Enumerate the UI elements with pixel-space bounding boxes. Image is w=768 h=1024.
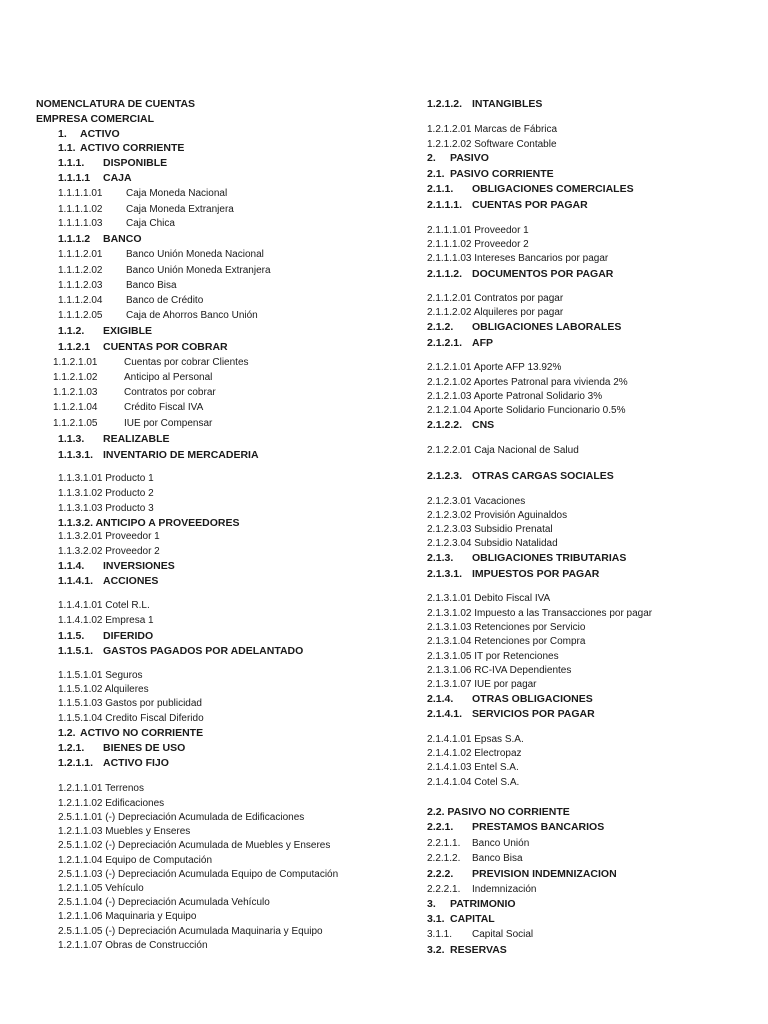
right-account-line [427,496,525,508]
right-account-line [427,293,563,305]
account-text: 1.1.5.1.01 Seguros [58,670,143,681]
right-account-line [427,913,495,925]
account-code: 2.1.3.1. [427,568,463,580]
right-account-line [427,708,595,720]
account-code: 1.1.4. [58,560,85,572]
right-account-line [427,568,599,580]
right-account-line [427,538,558,550]
right-account-line [427,239,529,251]
account-name: EXIGIBLE [103,325,153,337]
account-name: DOCUMENTOS POR PAGAR [472,268,614,280]
right-account-line [427,868,617,880]
account-text: 2.2. PASIVO NO CORRIENTE [427,806,570,818]
account-code: 3. [427,898,436,910]
account-name: Crédito Fiscal IVA [124,402,204,413]
account-name: Banco de Crédito [126,295,204,306]
account-text: 1.1.4.1.01 Cotel R.L. [58,600,150,611]
account-name: Cuentas por cobrar Clientes [124,357,249,368]
account-code: 3.1. [427,913,445,925]
account-code: 1.1.4.1. [58,575,94,587]
account-text: 1.2.1.2.01 Marcas de Fábrica [427,124,558,135]
account-name: INTANGIBLES [472,98,543,110]
account-code: 2.1.2.3. [427,470,463,482]
account-text: 2.1.1.1.02 Proveedor 2 [427,239,529,250]
account-text: 2.5.1.1.03 (-) Depreciación Acumulada Equipo de Computación [58,869,339,880]
right-account-line [427,762,519,774]
account-name: INVERSIONES [103,560,175,572]
right-account-line [427,268,613,280]
account-text: 2.1.2.3.03 Subsidio Prenatal [427,524,553,535]
account-name: BIENES DE USO [103,742,186,754]
account-text: 2.1.2.3.04 Subsidio Natalidad [427,538,558,549]
account-code: 2.2.2.1. [427,884,461,895]
right-account-line [427,524,553,536]
account-code: 1.1.1.2.02 [58,265,103,276]
right-account-line [427,929,533,941]
account-code: 1.1.2.1.03 [53,387,98,398]
account-text: NOMENCLATURA DE CUENTAS [36,98,196,110]
account-code: 1.2.1.2. [427,98,463,110]
right-account-line [427,651,559,663]
account-name: Capital Social [472,929,534,940]
account-text: 1.1.3.2.01 Proveedor 1 [58,531,160,542]
account-name: CUENTAS POR COBRAR [103,341,228,353]
right-account-line [427,510,567,522]
account-code: 1.2.1.1. [58,757,94,769]
right-account-line [427,419,494,431]
account-code: 1.1.5. [58,630,85,642]
account-code: 1.1.2. [58,325,85,337]
account-name: Banco Bisa [126,280,177,291]
account-name: Banco Unión [472,838,530,849]
account-code: 1.1.1.2 [58,233,91,245]
account-name: Contratos por cobrar [124,387,216,398]
account-text: 2.1.2.3.01 Vacaciones [427,496,526,507]
account-code: 1.1.1.2.04 [58,295,103,306]
account-text: 1.1.4.1.02 Empresa 1 [58,615,154,626]
right-account-line [427,552,626,564]
account-name: ACTIVO FIJO [103,757,169,769]
right-account-line [427,806,570,818]
account-name: ACTIVO [80,128,120,140]
account-code: 2.1.3. [427,552,454,564]
right-account-line [427,693,593,705]
account-text: 2.5.1.1.05 (-) Depreciación Acumulada Maquinaria y Equipo [58,926,323,937]
account-code: 2.1. [427,168,445,180]
right-account-line [427,898,516,910]
account-text: 2.1.3.1.01 Debito Fiscal IVA [427,593,551,604]
account-text: 2.1.2.2.01 Caja Nacional de Salud [427,445,579,456]
account-text: 1.1.5.1.02 Alquileres [58,684,149,695]
account-text: 2.1.3.1.05 IT por Retenciones [427,651,559,662]
right-account-line [427,139,557,151]
account-code: 1.1.1.1 [58,172,91,184]
account-text: 1.2.1.1.06 Maquinaria y Equipo [58,911,197,922]
account-name: IUE por Compensar [124,418,213,429]
account-name: IMPUESTOS POR PAGAR [472,568,600,580]
account-name: Indemnización [472,884,537,895]
account-code: 1.1.1.1.02 [58,204,103,215]
account-code: 1.1.5.1. [58,645,94,657]
account-code: 2.1.1.2. [427,268,463,280]
right-account-line [427,183,634,195]
right-account-line [427,321,621,333]
account-code: 1.1.1. [58,157,85,169]
right-account-line [427,253,608,265]
account-text: 2.5.1.1.02 (-) Depreciación Acumulada de Muebles y Enseres [58,840,331,851]
account-name: DISPONIBLE [103,157,168,169]
account-name: Caja Chica [126,218,175,229]
account-code: 1.1.3.1. [58,449,94,461]
account-code: 1.1.2.1.04 [53,402,98,413]
account-text: 1.2.1.1.01 Terrenos [58,783,144,794]
account-name: AFP [472,337,493,349]
account-name: Caja de Ahorros Banco Unión [126,310,258,321]
account-text: 2.1.4.1.04 Cotel S.A. [427,777,520,788]
account-name: Banco Unión Moneda Nacional [126,249,264,260]
account-name: Caja Moneda Extranjera [126,204,234,215]
account-name: PATRIMONIO [450,898,516,910]
account-text: 1.1.5.1.03 Gastos por publicidad [58,698,202,709]
right-account-line [427,608,652,620]
account-text: 2.1.2.1.01 Aporte AFP 13.92% [427,362,562,373]
account-code: 1.1.2.1.05 [53,418,98,429]
account-text: 2.1.4.1.01 Epsas S.A. [427,734,524,745]
account-name: PASIVO CORRIENTE [450,168,554,180]
account-name: PREVISION INDEMNIZACION [472,868,617,880]
account-name: Anticipo al Personal [124,372,213,383]
account-text: 1.2.1.1.07 Obras de Construcción [58,940,208,951]
right-account-line [427,665,571,677]
account-text: 1.1.3.1.01 Producto 1 [58,473,154,484]
account-text: 2.1.1.2.01 Contratos por pagar [427,293,564,304]
right-account-line [427,307,563,319]
account-code: 2.1.2. [427,321,454,333]
right-account-line [427,391,602,403]
account-name: CAJA [103,172,132,184]
account-code: 2.1.2.1. [427,337,463,349]
account-text: 1.1.3.1.02 Producto 2 [58,488,154,499]
account-name: ACTIVO CORRIENTE [80,142,185,154]
account-text: 2.1.2.3.02 Provisión Aguinaldos [427,510,568,521]
account-code: 1.1.1.1.03 [58,218,103,229]
account-code: 1. [58,128,67,140]
right-account-line [427,124,557,136]
account-name: CUENTAS POR PAGAR [472,199,588,211]
right-account-line [427,679,537,691]
account-code: 3.1.1. [427,929,453,940]
account-name: ACTIVO NO CORRIENTE [80,727,204,739]
right-account-line [427,445,579,457]
account-text: 1.1.3.2. ANTICIPO A PROVEEDORES [58,517,240,529]
right-account-line [427,853,523,865]
account-code: 2.1.2.2. [427,419,463,431]
account-name: Banco Bisa [472,853,523,864]
account-code: 1.1.1.2.05 [58,310,103,321]
right-account-line [427,362,561,374]
account-name: CAPITAL [450,913,495,925]
right-account-line [427,199,588,211]
account-name: OBLIGACIONES TRIBUTARIAS [472,552,627,564]
account-text: 2.1.2.1.04 Aporte Solidario Funcionario 0.5% [427,405,626,416]
account-text: EMPRESA COMERCIAL [36,113,155,125]
account-code: 2.2.1.2. [427,853,461,864]
account-code: 2.1.4. [427,693,454,705]
account-code: 1.1.2.1.01 [53,357,98,368]
account-code: 1.2. [58,727,76,739]
right-account-line [427,821,604,833]
right-account-line [427,593,550,605]
account-text: 2.1.2.1.03 Aporte Patronal Solidario 3% [427,391,603,402]
right-account-line [427,168,554,180]
right-account-line [427,636,585,648]
account-text: 2.1.4.1.03 Entel S.A. [427,762,519,773]
account-text: 2.1.1.2.02 Alquileres por pagar [427,307,564,318]
right-account-line [427,337,493,349]
account-name: GASTOS PAGADOS POR ADELANTADO [103,645,304,657]
account-text: 2.1.3.1.02 Impuesto a las Transacciones por pagar [427,608,653,619]
account-name: OBLIGACIONES LABORALES [472,321,622,333]
account-code: 2.2.1.1. [427,838,461,849]
account-text: 1.1.3.2.02 Proveedor 2 [58,546,160,557]
account-code: 1.1.3. [58,433,85,445]
right-account-line [427,405,625,417]
account-text: 1.1.3.1.03 Producto 3 [58,503,154,514]
account-name: ACCIONES [103,575,159,587]
account-code: 1.1.2.1.02 [53,372,98,383]
account-name: INVENTARIO DE MERCADERIA [103,449,259,461]
account-text: 1.1.5.1.04 Credito Fiscal Diferido [58,713,204,724]
account-code: 2.1.1.1. [427,199,463,211]
account-code: 2.1.4.1. [427,708,463,720]
account-code: 1.2.1. [58,742,85,754]
right-account-line [427,884,536,896]
account-text: 2.1.3.1.06 RC-IVA Dependientes [427,665,572,676]
account-text: 1.2.1.1.04 Equipo de Computación [58,855,212,866]
account-text: 2.1.3.1.04 Retenciones por Compra [427,636,586,647]
account-name: PRESTAMOS BANCARIOS [472,821,605,833]
account-text: 2.1.3.1.07 IUE por pagar [427,679,537,690]
account-name: DIFERIDO [103,630,154,642]
right-account-line [427,152,489,164]
account-code: 2.2.2. [427,868,454,880]
right-account-line [427,777,519,789]
account-name: BANCO [103,233,142,245]
account-code: 2.1.1. [427,183,454,195]
account-name: Caja Moneda Nacional [126,188,228,199]
account-code: 1.1. [58,142,76,154]
account-name: OTRAS CARGAS SOCIALES [472,470,614,482]
account-text: 1.2.1.1.03 Muebles y Enseres [58,826,191,837]
account-text: 1.2.1.1.05 Vehículo [58,883,144,894]
account-code: 2.2.1. [427,821,454,833]
account-code: 1.1.1.2.03 [58,280,103,291]
right-account-line [427,748,522,760]
account-code: 3.2. [427,944,445,956]
right-account-line [427,98,542,110]
right-account-line [427,470,614,482]
account-text: 2.1.1.1.01 Proveedor 1 [427,225,529,236]
account-name: SERVICIOS POR PAGAR [472,708,595,720]
right-account-line [427,944,507,956]
account-code: 2. [427,152,436,164]
account-text: 2.1.1.1.03 Intereses Bancarios por pagar [427,253,609,264]
account-text: 1.2.1.2.02 Software Contable [427,139,557,150]
account-code: 1.1.2.1 [58,341,91,353]
account-name: Banco Unión Moneda Extranjera [126,265,271,276]
account-code: 1.1.1.2.01 [58,249,103,260]
right-account-line [427,734,524,746]
account-name: PASIVO [450,152,489,164]
account-text: 2.5.1.1.01 (-) Depreciación Acumulada de Edificaciones [58,812,305,823]
account-name: OBLIGACIONES COMERCIALES [472,183,634,195]
account-text: 2.1.2.1.02 Aportes Patronal para vivienda 2% [427,377,628,388]
account-name: RESERVAS [450,944,507,956]
right-account-line [427,622,585,634]
account-text: 2.5.1.1.04 (-) Depreciación Acumulada Vehículo [58,897,270,908]
account-text: 2.1.4.1.02 Electropaz [427,748,522,759]
right-account-line [427,225,529,237]
account-name: CNS [472,419,495,431]
account-text: 1.2.1.1.02 Edificaciones [58,798,165,809]
account-code: 1.1.1.1.01 [58,188,103,199]
account-name: REALIZABLE [103,433,170,445]
right-account-line [427,838,529,850]
account-name: OTRAS OBLIGACIONES [472,693,593,705]
right-account-line [427,377,628,389]
account-text: 2.1.3.1.03 Retenciones por Servicio [427,622,586,633]
